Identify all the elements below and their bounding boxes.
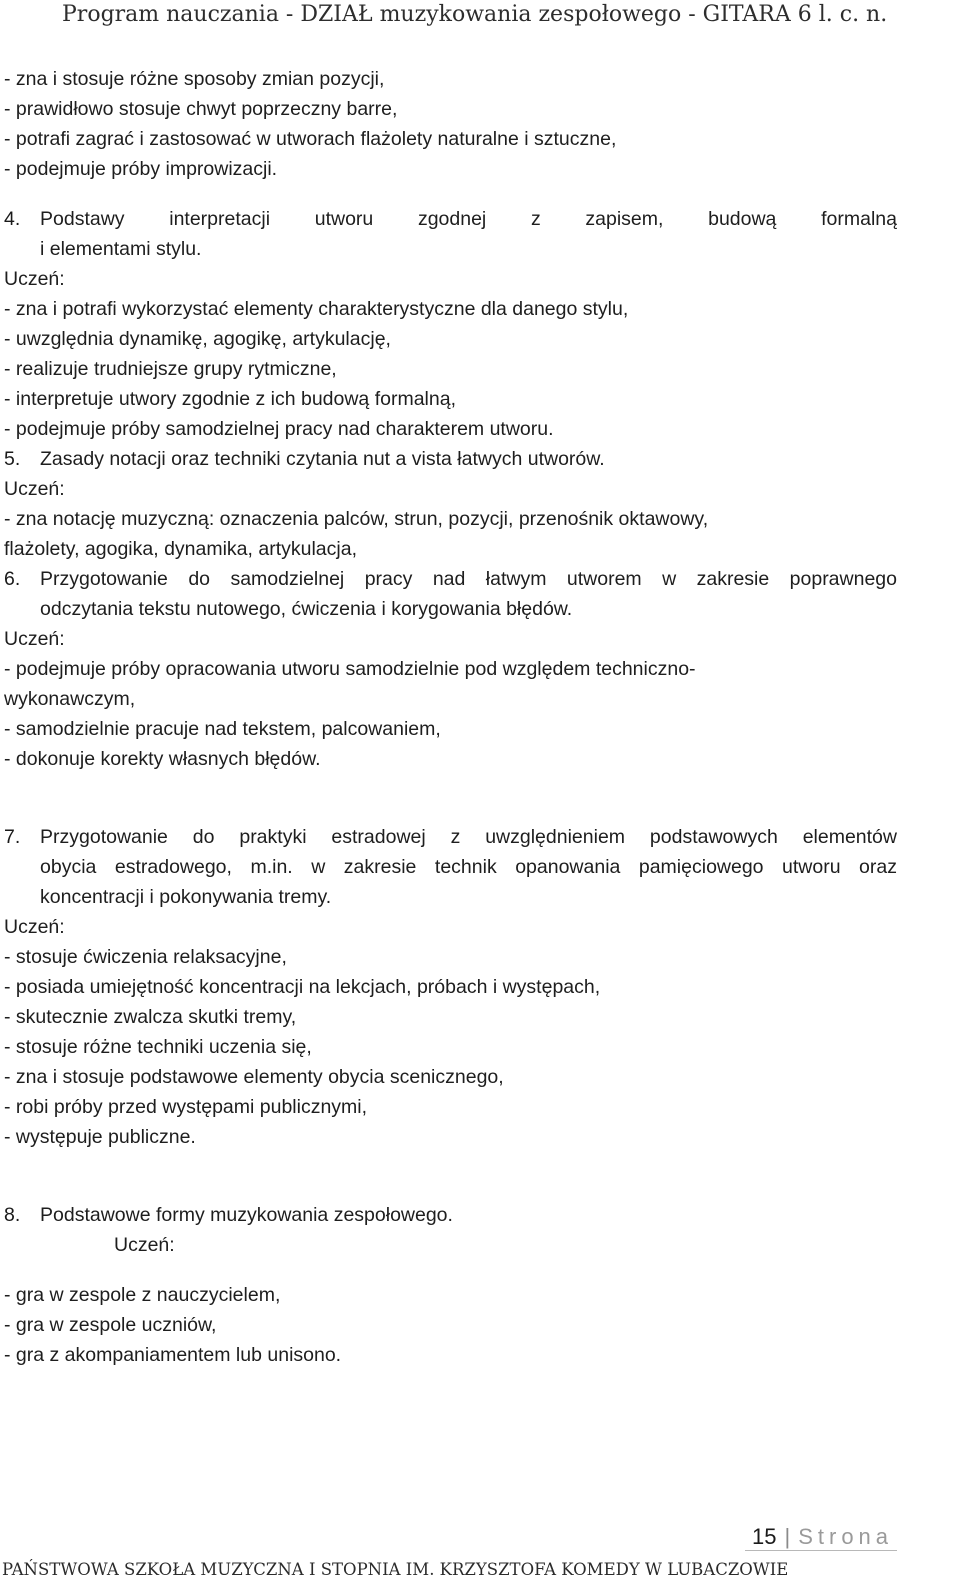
running-header: Program nauczania - DZIAŁ muzykowania zespołowego - GITARA 6 l. c. n. [62, 2, 888, 27]
section-heading-cont: koncentracji i pokonywania tremy. [40, 886, 332, 908]
uczen-label: Uczeń: [4, 268, 65, 290]
list-item: - gra w zespole uczniów, [4, 1314, 217, 1336]
list-item: - stosuje różne techniki uczenia się, [4, 1036, 312, 1058]
heading-word: formalną [821, 208, 897, 230]
heading-word: z [530, 208, 541, 230]
list-item: wykonawczym, [4, 688, 136, 710]
heading-word: Podstawy [40, 208, 125, 230]
section-heading-cont: obycia estradowego, m.in. w zakresie technik opanowania pamięciowego utworu oraz [40, 856, 897, 878]
page-number-value: 15 [752, 1524, 777, 1549]
section-heading: Przygotowanie do praktyki estradowej z uwzględnieniem podstawowych elementów [40, 826, 897, 848]
list-item: - robi próby przed występami publicznymi, [4, 1096, 368, 1118]
uczen-label: Uczeń: [4, 916, 65, 938]
list-item: - zna i stosuje podstawowe elementy obycia scenicznego, [4, 1066, 504, 1088]
heading-word: budową [708, 208, 777, 230]
uczen-label: Uczeń: [4, 628, 65, 650]
list-item: flażolety, agogika, dynamika, artykulacja, [4, 538, 357, 560]
section-heading: Podstawowe formy muzykowania zespołowego. [40, 1204, 453, 1226]
section-number: 4. [4, 208, 21, 230]
uczen-label: Uczeń: [4, 478, 65, 500]
list-item: - gra z akompaniamentem lub unisono. [4, 1344, 342, 1366]
uczen-label: Uczeń: [114, 1234, 175, 1256]
section-number: 6. [4, 568, 21, 590]
heading-word: interpretacji [169, 208, 271, 230]
section-heading: Przygotowanie do samodzielnej pracy nad łatwym utworem w zakresie poprawnego [40, 568, 897, 590]
heading-word: zapisem, [585, 208, 664, 230]
footer-school-name [2, 1548, 960, 1576]
list-item: - podejmuje próby opracowania utworu samodzielnie pod względem techniczno- [4, 658, 696, 680]
list-item: - samodzielnie pracuje nad tekstem, palcowaniem, [4, 718, 441, 740]
list-item: - występuje publiczne. [4, 1126, 196, 1148]
list-item: - zna i potrafi wykorzystać elementy charakterystyczne dla danego stylu, [4, 298, 629, 320]
section-heading: Zasady notacji oraz techniki czytania nut a vista łatwych utworów. [40, 448, 605, 470]
page-separator: | [784, 1524, 791, 1549]
list-item: - realizuje trudniejsze grupy rytmiczne, [4, 358, 337, 380]
list-item: - uwzględnia dynamikę, agogikę, artykulację, [4, 328, 391, 350]
footer-school-text: PAŃSTWOWA SZKOŁA MUZYCZNA I STOPNIA IM. KRZYSZTOFA KOMEDY W LUBACZOWIE [2, 1560, 789, 1576]
section-heading-cont: odczytania tekstu nutowego, ćwiczenia i korygowania błędów. [40, 598, 573, 620]
list-item: - prawidłowo stosuje chwyt poprzeczny barre, [4, 98, 398, 120]
page-word: Strona [798, 1524, 894, 1549]
list-item: - podejmuje próby samodzielnej pracy nad charakterem utworu. [4, 418, 554, 440]
list-item: - posiada umiejętność koncentracji na lekcjach, próbach i występach, [4, 976, 601, 998]
list-item: - gra w zespole z nauczycielem, [4, 1284, 281, 1306]
section-number: 5. [4, 448, 21, 470]
section-number: 7. [4, 826, 21, 848]
list-item: - interpretuje utwory zgodnie z ich budową formalną, [4, 388, 456, 410]
heading-word: utworu [314, 208, 374, 230]
list-item: - potrafi zagrać i zastosować w utworach flażolety naturalne i sztuczne, [4, 128, 617, 150]
list-item: - zna i stosuje różne sposoby zmian pozycji, [4, 68, 385, 90]
list-item: - dokonuje korekty własnych błędów. [4, 748, 321, 770]
list-item: - zna notację muzyczną: oznaczenia palców, strun, pozycji, przenośnik oktawowy, [4, 508, 709, 530]
list-item: - skutecznie zwalcza skutki tremy, [4, 1006, 297, 1028]
section-heading [40, 204, 897, 234]
list-item: - stosuje ćwiczenia relaksacyjne, [4, 946, 287, 968]
heading-word: zgodnej [417, 208, 487, 230]
section-number: 8. [4, 1204, 21, 1226]
list-item: - podejmuje próby improwizacji. [4, 158, 278, 180]
section-heading-cont: i elementami stylu. [40, 238, 202, 260]
